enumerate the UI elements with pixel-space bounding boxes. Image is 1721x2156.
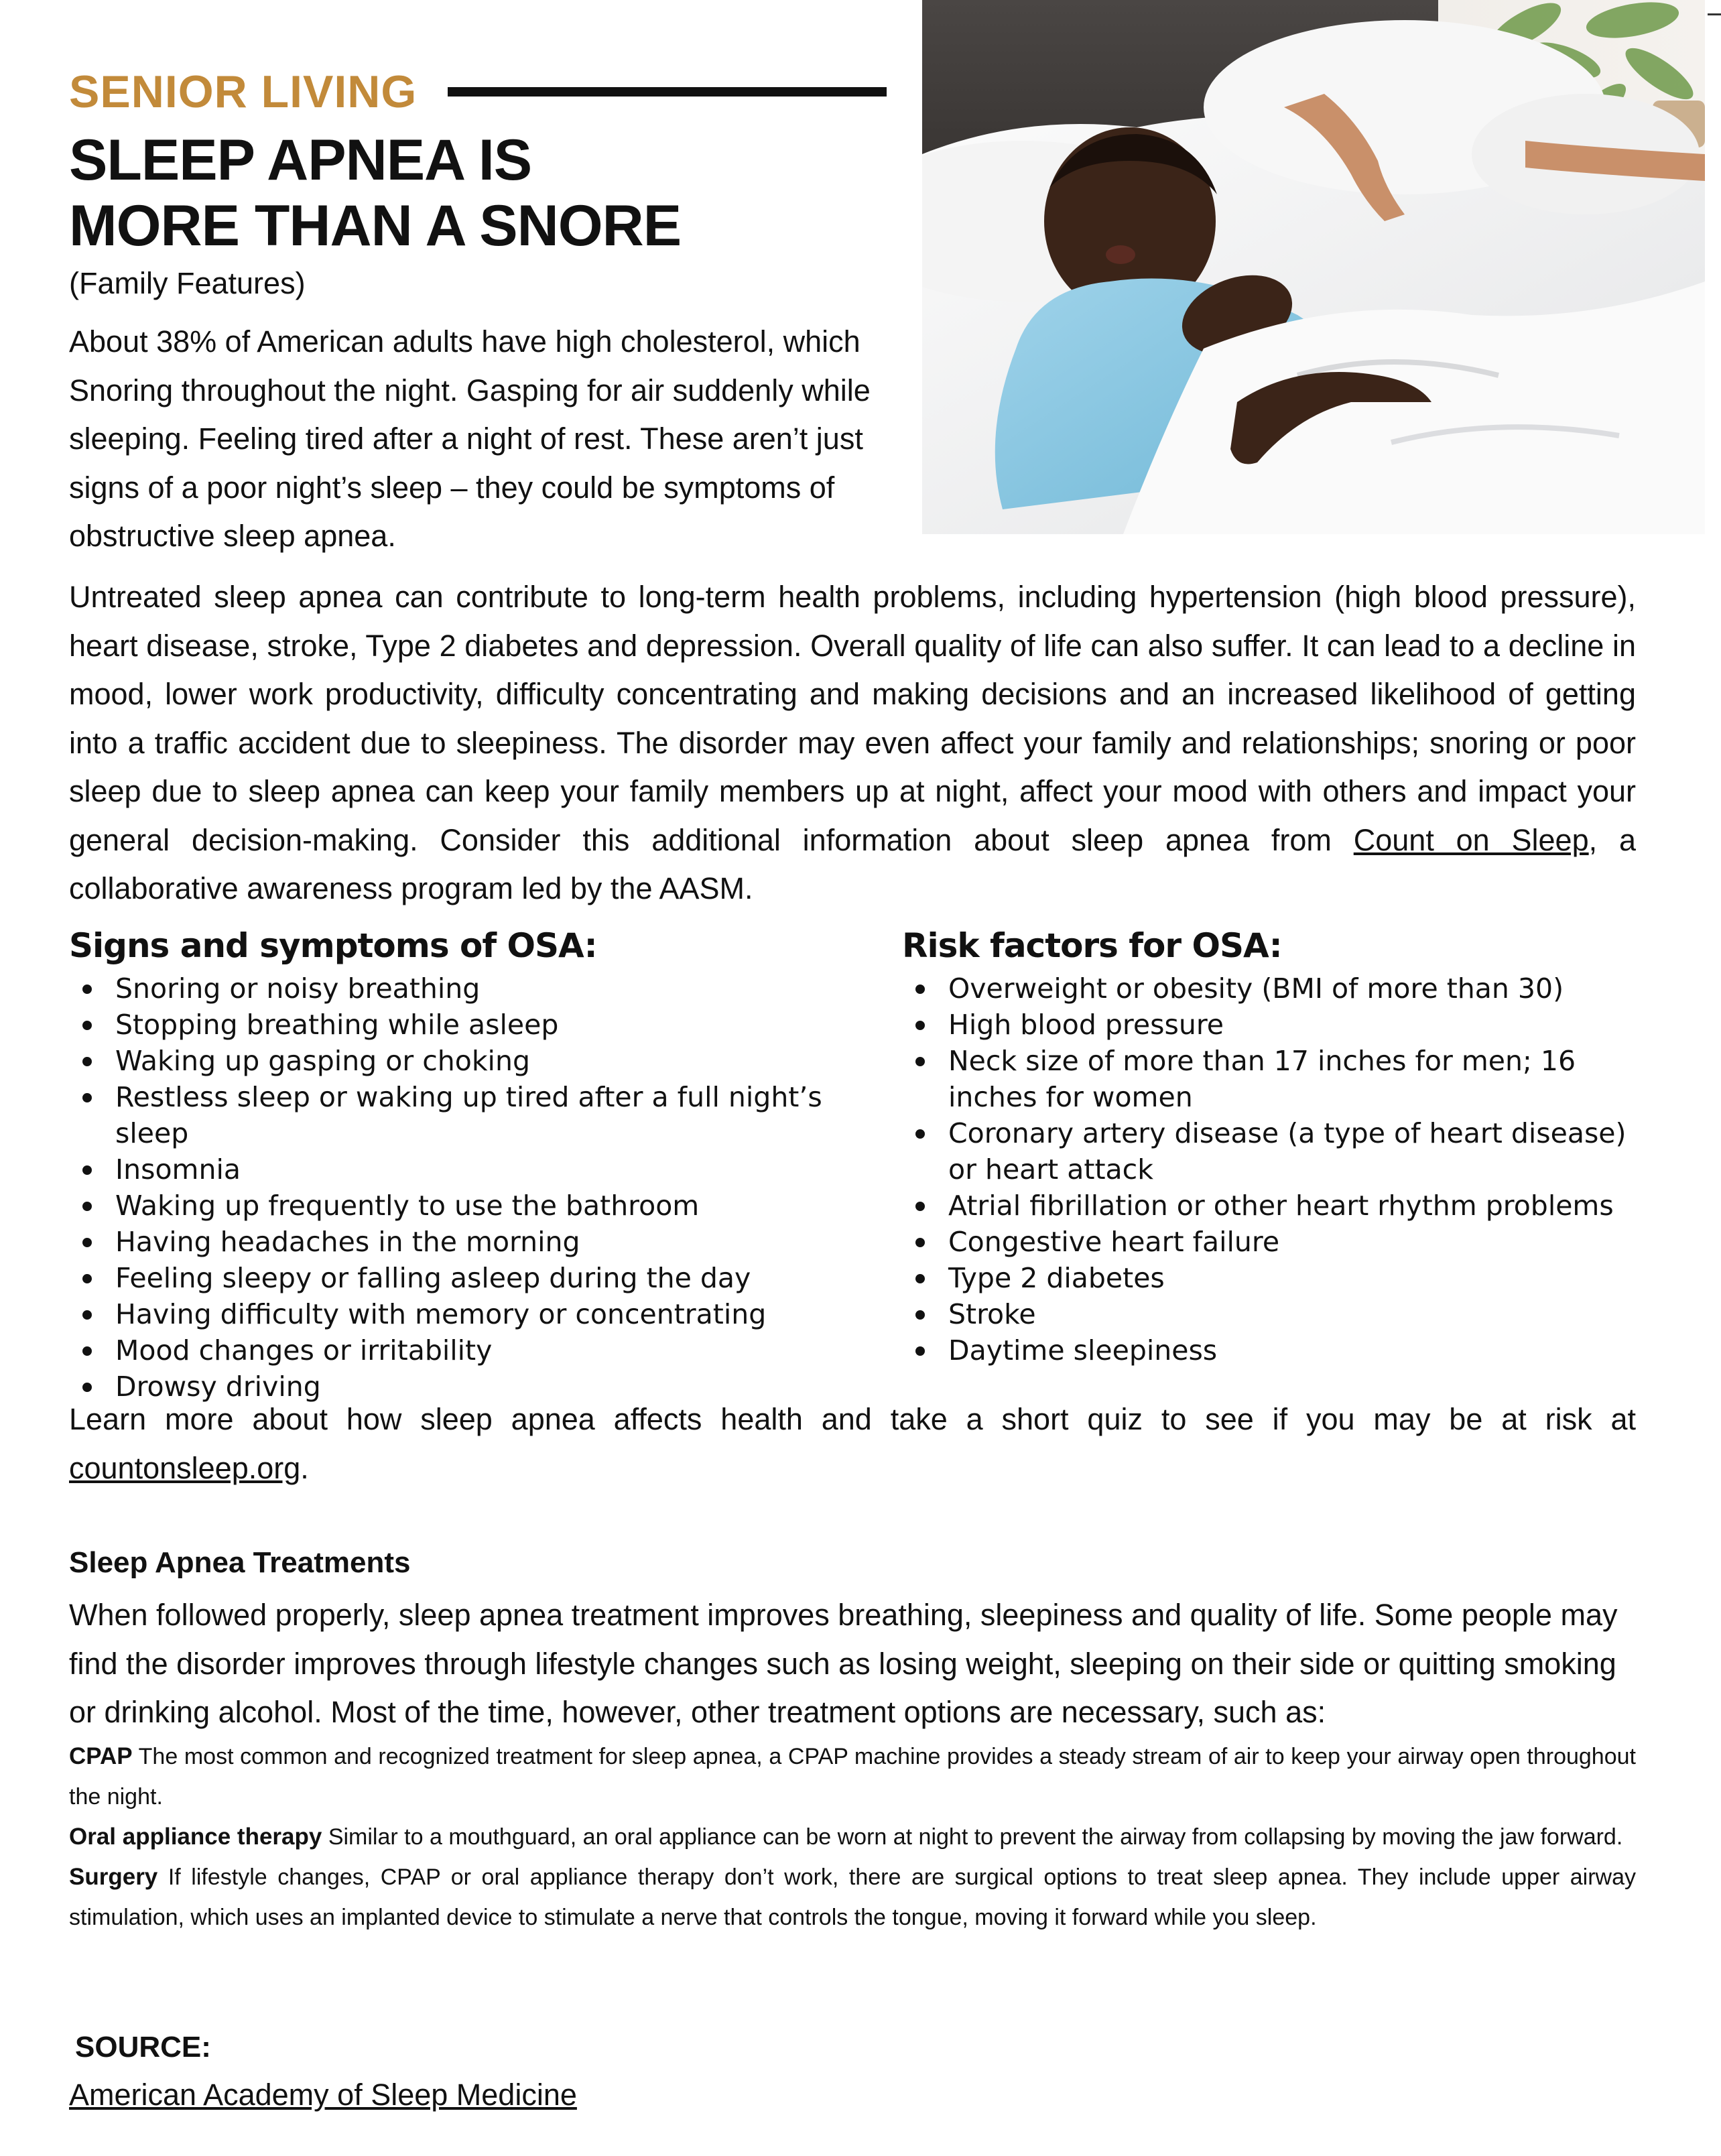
body-tail: , a collaborative awareness program led by the AASM. (69, 822, 1636, 905)
list-item: Daytime sleepiness (902, 1332, 1659, 1369)
signs-title: Signs and symptoms of OSA: (69, 926, 597, 965)
edge-mark (1708, 13, 1721, 15)
body-paragraph (69, 573, 1636, 913)
treatments-list (69, 1736, 1636, 1938)
learn-more-tail: . (300, 1450, 309, 1485)
treatment-desc: Similar to a mouthguard, an oral appliance can be worn at night to prevent the airway from collapsing by moving the jaw forward. (328, 1824, 1623, 1850)
treatment-term: Oral appliance therapy (69, 1824, 322, 1850)
byline: (Family Features) (69, 266, 306, 300)
treatment-item-cpap (69, 1736, 1636, 1817)
kicker-rule (448, 87, 887, 97)
risks-section (902, 926, 1659, 1369)
list-item: Snoring or noisy breathing (69, 970, 873, 1007)
signs-list (69, 970, 873, 1405)
headline (69, 127, 873, 259)
risks-title: Risk factors for OSA: (902, 926, 1282, 965)
learn-more-text: Learn more about how sleep apnea affects health and take a short quiz to see if you may be at risk at (69, 1402, 1636, 1436)
list-item: Stroke (902, 1296, 1659, 1332)
list-item: Feeling sleepy or falling asleep during the day (69, 1260, 873, 1296)
section-kicker: SENIOR LIVING (69, 66, 418, 117)
list-item: Mood changes or irritability (69, 1332, 873, 1369)
countonsleep-link[interactable]: countonsleep.org (69, 1450, 301, 1485)
risks-list (902, 970, 1659, 1369)
treatment-item-surgery (69, 1857, 1636, 1938)
treatment-term: CPAP (69, 1743, 133, 1769)
intro-paragraph: About 38% of American adults have high cholesterol, which Snoring throughout the night. Gasping for air suddenly while sleeping. Feeling tired after a night of rest. These aren’t just signs of a poor night’s sleep – they could be symptoms of obstructive sleep apnea. (69, 324, 871, 553)
list-item: Neck size of more than 17 inches for men; 16 inches for women (902, 1043, 1659, 1115)
list-item: Overweight or obesity (BMI of more than 30) (902, 970, 1659, 1007)
list-item: Waking up frequently to use the bathroom (69, 1188, 873, 1224)
treatments-intro: When followed properly, sleep apnea treatment improves breathing, sleepiness and quality of life. Some people may find the disorder improves through lifestyle changes such as losing weight, sleeping on their side or quitting smoking or drinking alcohol. Most of the time, however, other treatment options are necessary, such as: (69, 1598, 1618, 1729)
section-header (69, 66, 887, 118)
headline-line-2: MORE THAN A SNORE (69, 194, 682, 258)
list-item: Coronary artery disease (a type of heart disease) or heart attack (902, 1115, 1659, 1188)
list-item: Having difficulty with memory or concentrating (69, 1296, 873, 1332)
learn-more-paragraph (69, 1395, 1636, 1493)
list-item: Restless sleep or waking up tired after a full night’s sleep (69, 1079, 873, 1151)
list-item: Atrial fibrillation or other heart rhythm problems (902, 1188, 1659, 1224)
signs-section (69, 926, 873, 1405)
list-item: High blood pressure (902, 1007, 1659, 1043)
source-label: SOURCE: (75, 2031, 211, 2064)
list-item: Congestive heart failure (902, 1224, 1659, 1260)
treatment-desc: The most common and recognized treatment for sleep apnea, a CPAP machine provides a steady stream of air to keep your airway open throughout the night. (69, 1744, 1636, 1810)
list-item: Drowsy driving (69, 1369, 873, 1405)
treatments-title: Sleep Apnea Treatments (69, 1546, 411, 1579)
treatment-desc: If lifestyle changes, CPAP or oral appliance therapy don’t work, there are surgical options to treat sleep apnea. They include upper airway stimulation, which uses an implanted device to stimulate a nerve that controls the tongue, moving it forward while you sleep. (69, 1864, 1636, 1930)
body-text: Untreated sleep apnea can contribute to long-term health problems, including hypertension (high blood pressure), heart disease, stroke, Type 2 diabetes and depression. Overall quality of life can also suffer. It can lead to a decline in mood, lower work productivity, difficulty concentrating and making decisions and an increased likelihood of getting into a traffic accident due to sleepiness. The disorder may even affect your family and relationships; snoring or poor sleep due to sleep apnea can keep your family members up at night, affect your mood with others and impact your general decision-making. Consider this additional information about sleep apnea from (69, 580, 1636, 857)
source-link[interactable]: American Academy of Sleep Medicine (69, 2078, 577, 2112)
headline-line-1: SLEEP APNEA IS (69, 128, 532, 192)
list-item: Waking up gasping or choking (69, 1043, 873, 1079)
treatment-term: Surgery (69, 1864, 158, 1890)
count-on-sleep-link[interactable]: Count on Sleep (1353, 822, 1589, 857)
treatment-item-oral-appliance (69, 1817, 1636, 1857)
list-item: Type 2 diabetes (902, 1260, 1659, 1296)
list-item: Having headaches in the morning (69, 1224, 873, 1260)
sleeping-man-photo (922, 0, 1705, 534)
list-item: Insomnia (69, 1151, 873, 1188)
list-item: Stopping breathing while asleep (69, 1007, 873, 1043)
